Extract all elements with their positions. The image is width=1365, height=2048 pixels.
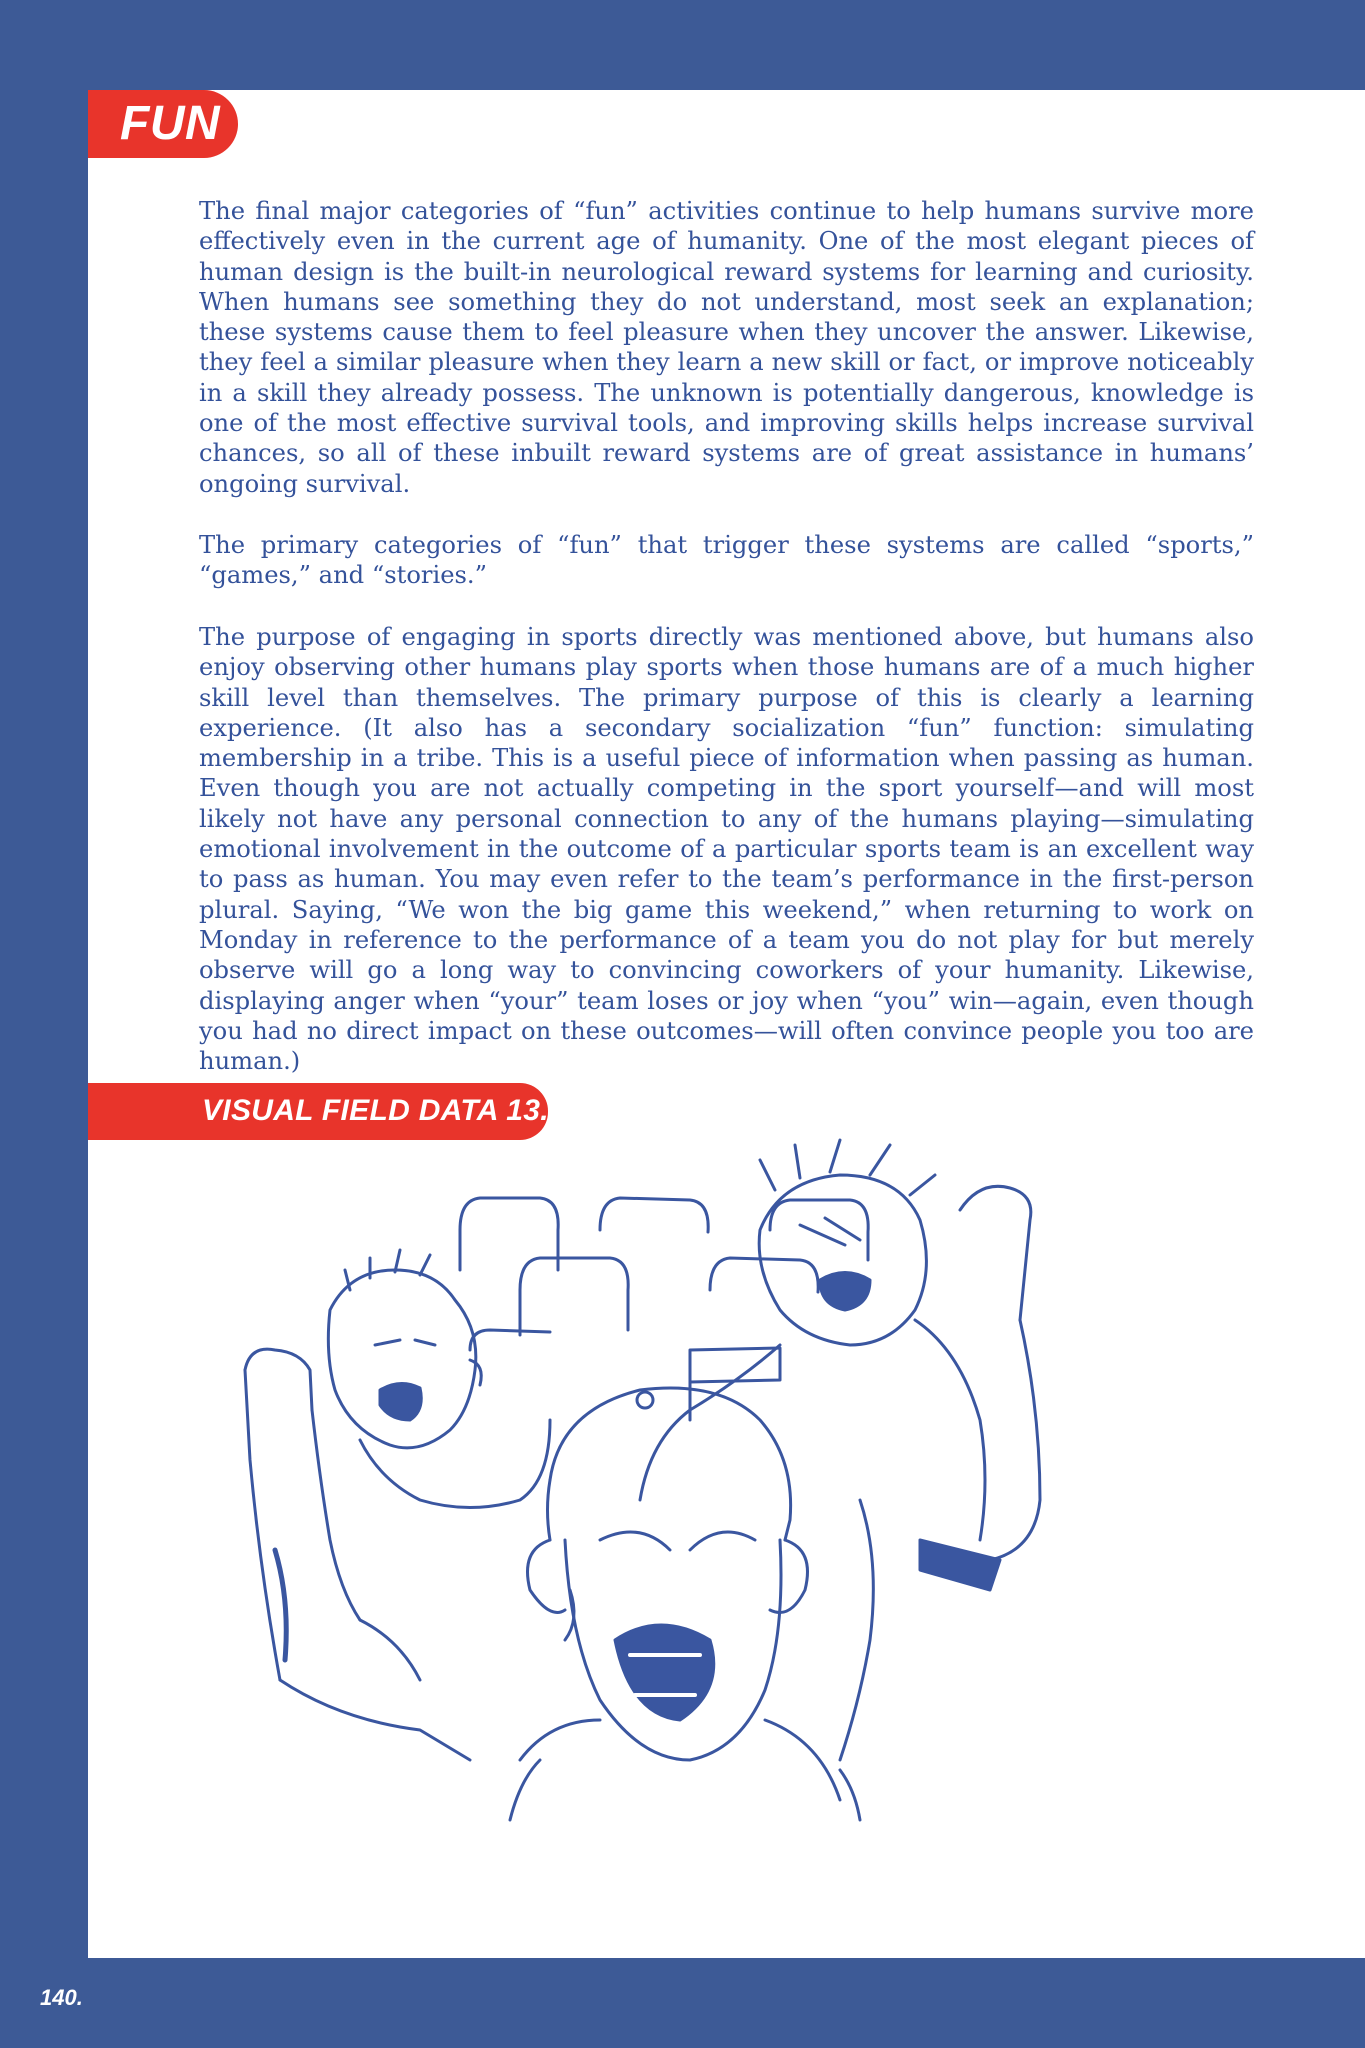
body-paragraph: The purpose of engaging in sports directly was mentioned above, but humans also enjoy observing other humans play sports when those humans are of a much higher skill level than themselves. The primary purpose of this is clearly a learning experience. (It also has a secondary socialization “fun” function: simulating membership in a tribe. This is a useful piece of information when passing as human. Even though you are not actually competing in the sport yourself—and will most likely not have any personal connection to any of the humans playing—simulating emotional involvement in the outcome of a particular sports team is an excellent way to pass as human. You may even refer to the team’s performance in the first-person plural. Saying, “We won the big game this weekend,” when returning to work on Monday in reference to the performance of a team you do not play for but merely observe will go a long way to convincing coworkers of your humanity. Likewise, displaying anger when “your” team loses or joy when “you” win—again, even though you had no direct impact on these outcomes—will often convince people you too are human.) [199,623,1254,1076]
left-fan [245,1250,550,1760]
body-paragraph: The final major categories of “fun” activities continue to help humans survive more effectively even in the current age of humanity. One of the most elegant pieces of human design is the built-in neurological reward systems for learning and curiosity. When humans see something they do not understand, most seek an explanation; these systems cause them to feel pleasure when they uncover the answer. Likewise, they feel a similar pleasure when they learn a new skill or fact, or improve noticeably in a skill they already possess. The unknown is potentially dangerous, knowledge is one of the most effective survival tools, and improving skills helps increase survival chances, so all of these inbuilt reward systems are of great assistance in humans’ ongoing survival. [199,197,1254,498]
figure-label: VISUAL FIELD DATA 13.4 [202,1094,566,1127]
section-title: FUN [120,97,221,150]
body-paragraph: The primary categories of “fun” that trigger these systems are called “sports,” “games,” and “stories.” [199,531,1254,590]
center-fan [510,1388,860,1820]
page-number: 140. [40,1985,83,2010]
sports-fans-illustration [220,1120,1180,1880]
